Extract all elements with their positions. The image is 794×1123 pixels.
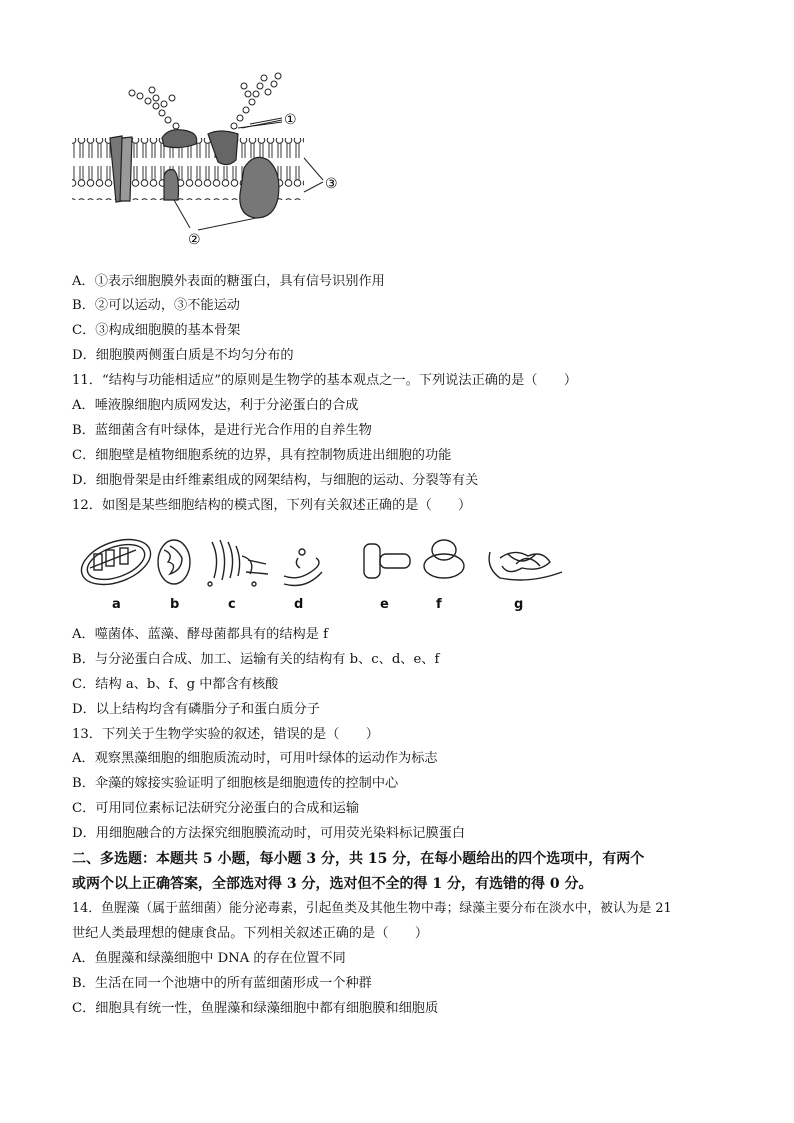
label-a: a — [112, 597, 121, 612]
q12-option-d: D．以上结构均含有磷脂分子和蛋白质分子 — [72, 702, 320, 717]
cell-membrane-figure — [68, 68, 358, 250]
section2-header-line2: 或两个以上正确答案，全部选对得 3 分，选对但不全的得 1 分，有选错的得 0 分。 — [72, 876, 593, 892]
q11-option-b: B．蓝细菌含有叶绿体，是进行光合作用的自养生物 — [72, 423, 372, 438]
q13-option-b: B．伞藻的嫁接实验证明了细胞核是细胞遗传的控制中心 — [72, 776, 399, 791]
q12-option-b: B．与分泌蛋白合成、加工、运输有关的结构有 b、c、d、e、f — [72, 652, 440, 667]
embedded-protein-large — [240, 157, 279, 218]
er-d — [284, 549, 322, 586]
q14-option-a: A．鱼腥藻和绿藻细胞中 DNA 的存在位置不同 — [72, 951, 346, 966]
label-d: d — [294, 597, 304, 612]
q12-option-c: C．结构 a、b、f、g 中都含有核酸 — [72, 677, 279, 692]
q12-stem: 12．如图是某些细胞结构的模式图，下列有关叙述正确的是（ ） — [72, 498, 472, 513]
q14-stem-line2: 世纪人类最理想的健康食品。下列相关叙述正确的是（ ） — [72, 926, 429, 941]
label-g: g — [514, 597, 524, 612]
ribosome-f — [424, 540, 464, 578]
q11-stem: 11．“结构与功能相适应”的原则是生物学的基本观点之一。下列说法正确的是（ ） — [72, 373, 578, 388]
q12-option-a: A．噬菌体、蓝藻、酵母菌都具有的结构是 f — [72, 627, 328, 642]
centrosome-e — [364, 544, 410, 578]
q11-option-c: C．细胞壁是植物细胞系统的边界，具有控制物质进出细胞的功能 — [72, 448, 452, 463]
mitochondrion-b — [158, 540, 190, 584]
q10-option-b: B．②可以运动，③不能运动 — [72, 298, 240, 313]
q10-option-d: D．细胞膜两侧蛋白质是不均匀分布的 — [72, 348, 294, 363]
q10-option-c: C．③构成细胞膜的基本骨架 — [72, 323, 241, 338]
label-e: e — [380, 597, 389, 612]
label-c: c — [228, 597, 236, 612]
q13-option-c: C．可用同位素标记法研究分泌蛋白的合成和运输 — [72, 801, 360, 816]
q14-stem-line1: 14．鱼腥藻（属于蓝细菌）能分泌毒素，引起鱼类及其他生物中毒；绿藻主要分布在淡水中，被认为是 21 — [72, 901, 672, 916]
q11-option-d: D．细胞骨架是由纤维素组成的网架结构，与细胞的运动、分裂等有关 — [72, 473, 479, 488]
q11-option-a: A．唾液腺细胞内质网发达，利于分泌蛋白的合成 — [72, 398, 359, 413]
label-f: f — [436, 597, 442, 612]
q14-option-c: C．细胞具有统一性，鱼腥藻和绿藻细胞中都有细胞膜和细胞质 — [72, 1001, 439, 1016]
q14-option-b: B．生活在同一个池塘中的所有蓝细菌形成一个种群 — [72, 976, 372, 991]
chloroplast-a — [75, 531, 156, 593]
organelle-figure — [70, 528, 580, 616]
callout-3: ③ — [325, 176, 338, 192]
q13-stem: 13．下列关于生物学实验的叙述，错误的是（ ） — [72, 727, 379, 742]
callout-1: ① — [284, 112, 297, 128]
q13-option-a: A．观察黑藻细胞的细胞质流动时，可用叶绿体的运动作为标志 — [72, 751, 438, 766]
callout-2: ② — [188, 232, 201, 248]
embedded-protein-small — [164, 170, 179, 200]
golgi-c — [208, 540, 268, 586]
section2-header-line1: 二、多选题：本题共 5 小题，每小题 3 分，共 15 分，在每小题给出的四个选项中，有两个 — [72, 851, 645, 867]
q13-option-d: D．用细胞融合的方法探究细胞膜流动时，可用荧光染料标记膜蛋白 — [72, 826, 466, 841]
chromatin-g — [489, 552, 562, 580]
label-b: b — [170, 597, 180, 612]
q10-option-a: A．①表示细胞膜外表面的糖蛋白，具有信号识别作用 — [72, 274, 385, 289]
